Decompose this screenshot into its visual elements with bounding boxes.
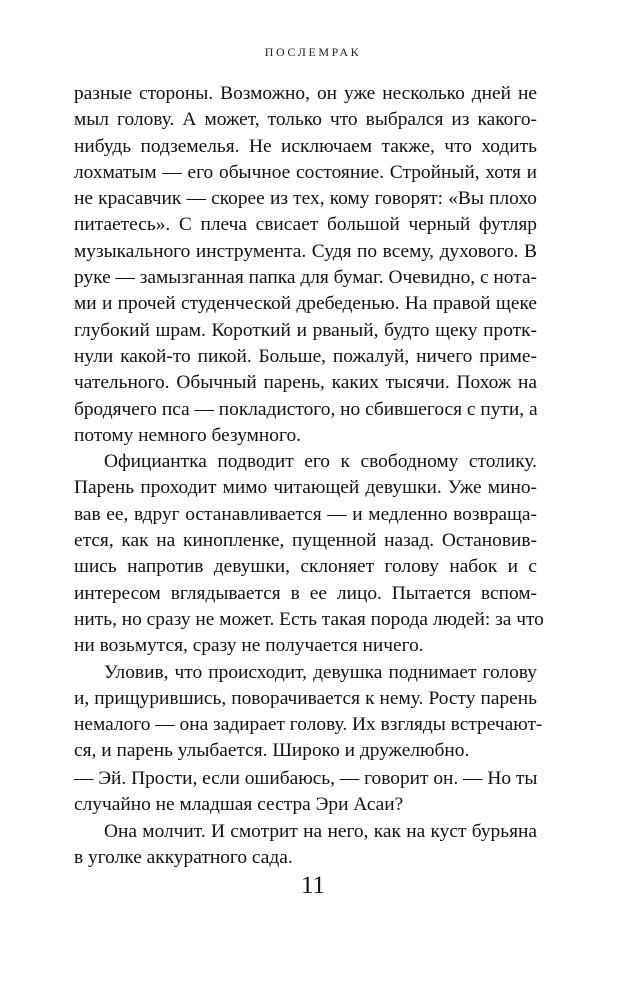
text-line: глубокий шрам. Короткий и рваный, будто щеку протк- bbox=[74, 319, 537, 341]
text-line: лохматым — его обычное состояние. Стройный, хотя и bbox=[74, 161, 537, 183]
text-line: Официантка подводит его к свободному столику. bbox=[104, 451, 537, 473]
text-line: руке — замызганная папка для бумаг. Очевидно, с нота- bbox=[74, 267, 538, 289]
dialogue-text-block bbox=[74, 766, 537, 871]
text-line: музыкального инструмента. Судя по всему, духового. В bbox=[74, 240, 537, 262]
text-line: нули какой-то пикой. Больше, пожалуй, ничего приме- bbox=[74, 345, 537, 367]
text-line: разные стороны. Возможно, он уже несколько дней не bbox=[74, 83, 537, 104]
text-line: ся, и парень улыбается. Широко и дружелюбно. bbox=[74, 740, 470, 762]
text-line: шись напротив девушки, склоняет голову набок и с bbox=[74, 556, 537, 578]
text-line: — Эй. Прости, если ошибаюсь, — говорит он. — Но ты bbox=[74, 768, 538, 789]
main-text-block bbox=[74, 81, 544, 765]
text-line: бродячего пса — покладистого, но сбившегося с пути, а bbox=[74, 398, 538, 420]
text-line: нить, но сразу не может. Есть такая порода людей: за что bbox=[74, 608, 544, 630]
text-line: Она молчит. И смотрит на него, как на куст бурьяна bbox=[104, 820, 537, 842]
text-line: не красавчик — скорее из тех, кому говорят: «Вы плохо bbox=[74, 188, 537, 210]
text-line: чательного. Обычный парень, каких тысячи. Похож на bbox=[74, 372, 537, 394]
text-line: Уловив, что происходит, девушка поднимает голову bbox=[104, 661, 537, 683]
text-line: интересом вглядывается в ее лицо. Пытается вспом- bbox=[74, 582, 537, 604]
text-line: мыл голову. А может, только что выбрался из какого- bbox=[74, 109, 537, 131]
text-line: и, прищурившись, поворачивается к нему. Росту парень bbox=[74, 687, 537, 709]
text-line: случайно не младшая сестра Эри Асаи? bbox=[74, 794, 404, 816]
running-head: ПОСЛЕМРАК bbox=[264, 45, 362, 59]
text-line: в уголке аккуратного сада. bbox=[74, 846, 293, 868]
text-line: Парень проходит мимо читающей девушки. Уже мино- bbox=[74, 477, 537, 499]
text-line: немалого — она задирает голову. Их взгляды встречают- bbox=[74, 714, 543, 736]
text-line: нибудь подземелья. Не исключаем также, что ходить bbox=[74, 135, 537, 157]
text-line: вав ее, вдруг останавливается — и медленно возвраща- bbox=[74, 503, 537, 525]
text-line: ется, как на кинопленке, пущенной назад. Остановив- bbox=[74, 530, 537, 552]
text-line: ни возьмутся, сразу не получается ничего. bbox=[74, 635, 424, 657]
page-number: 11 bbox=[300, 872, 326, 899]
text-line: потому немного безумного. bbox=[74, 424, 302, 446]
text-line: питаетесь». С плеча свисает большой черный футляр bbox=[74, 214, 537, 236]
text-line: ми и прочей студенческой дребеденью. На правой щеке bbox=[74, 293, 537, 315]
